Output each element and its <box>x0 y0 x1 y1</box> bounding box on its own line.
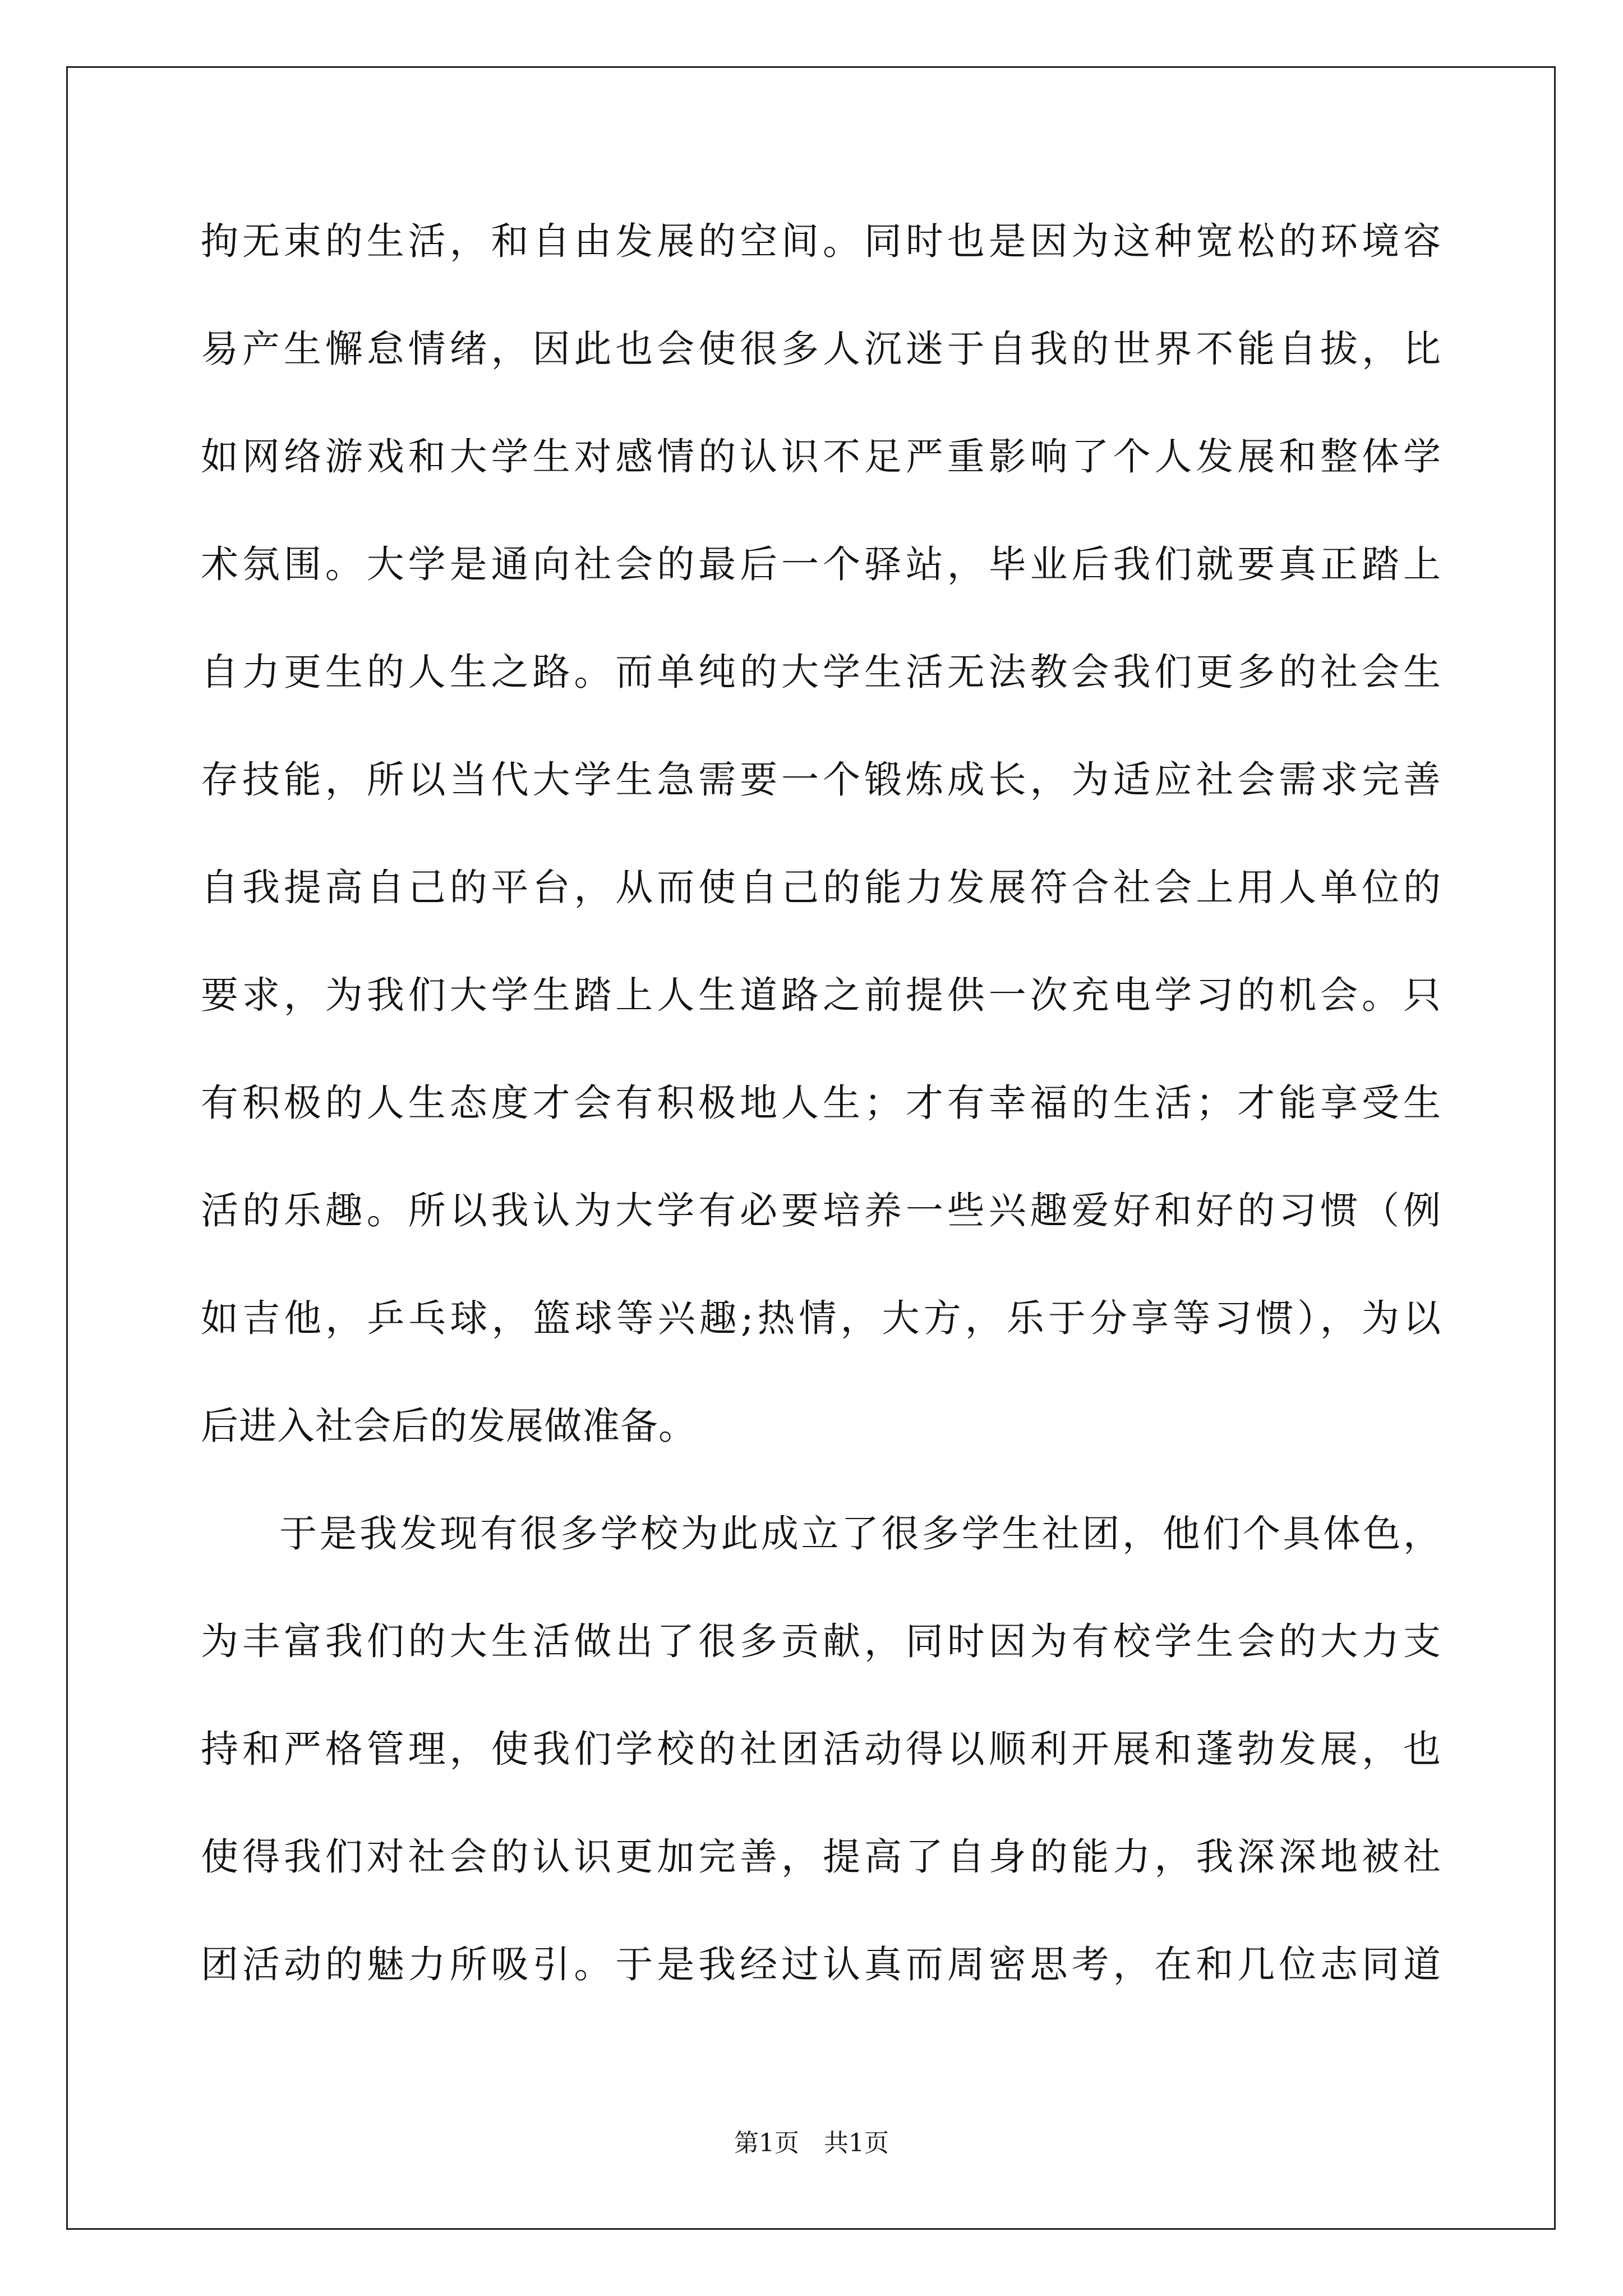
text-line: 存技能，所以当代大学生急需要一个锻炼成长，为适应社会需求完善 <box>201 758 1441 802</box>
text-line: 如吉他，乒乓球，篮球等兴趣;热情，大方，乐于分享等习惯），为以 <box>201 1296 1441 1340</box>
text-line: 后进入社会后的发展做准备。 <box>201 1404 697 1448</box>
page-number: 第1页 共1页 <box>734 2129 889 2157</box>
text-line: 术氛围。大学是通向社会的最后一个驿站，毕业后我们就要真正踏上 <box>201 542 1441 586</box>
text-line: 自力更生的人生之路。而单纯的大学生活无法教会我们更多的社会生 <box>201 650 1441 694</box>
text-line: 如网络游戏和大学生对感情的认识不足严重影响了个人发展和整体学 <box>201 435 1441 478</box>
text-line: 于是我发现有很多学校为此成立了很多学生社团，他们个具体色， <box>279 1512 1441 1556</box>
text-line: 拘无束的生活，和自由发展的空间。同时也是因为这种宽松的环境容 <box>201 219 1441 263</box>
text-line: 活的乐趣。所以我认为大学有必要培养一些兴趣爱好和好的习惯（例 <box>201 1189 1441 1232</box>
text-line: 自我提高自己的平台，从而使自己的能力发展符合社会上用人单位的 <box>201 866 1441 909</box>
text-line: 为丰富我们的大生活做出了很多贡献，同时因为有校学生会的大力支 <box>201 1619 1441 1663</box>
text-line: 团活动的魅力所吸引。于是我经过认真而周密思考，在和几位志同道 <box>201 1943 1441 1986</box>
text-line: 要求，为我们大学生踏上人生道路之前提供一次充电学习的机会。只 <box>201 973 1441 1017</box>
text-line: 有积极的人生态度才会有积极地人生；才有幸福的生活；才能享受生 <box>201 1081 1441 1125</box>
text-line: 易产生懈怠情绪，因此也会使很多人沉迷于自我的世界不能自拔，比 <box>201 327 1441 371</box>
document-body <box>201 210 1441 2041</box>
text-line: 使得我们对社会的认识更加完善，提高了自身的能力，我深深地被社 <box>201 1835 1441 1879</box>
text-line: 持和严格管理，使我们学校的社团活动得以顺利开展和蓬勃发展，也 <box>201 1727 1441 1771</box>
